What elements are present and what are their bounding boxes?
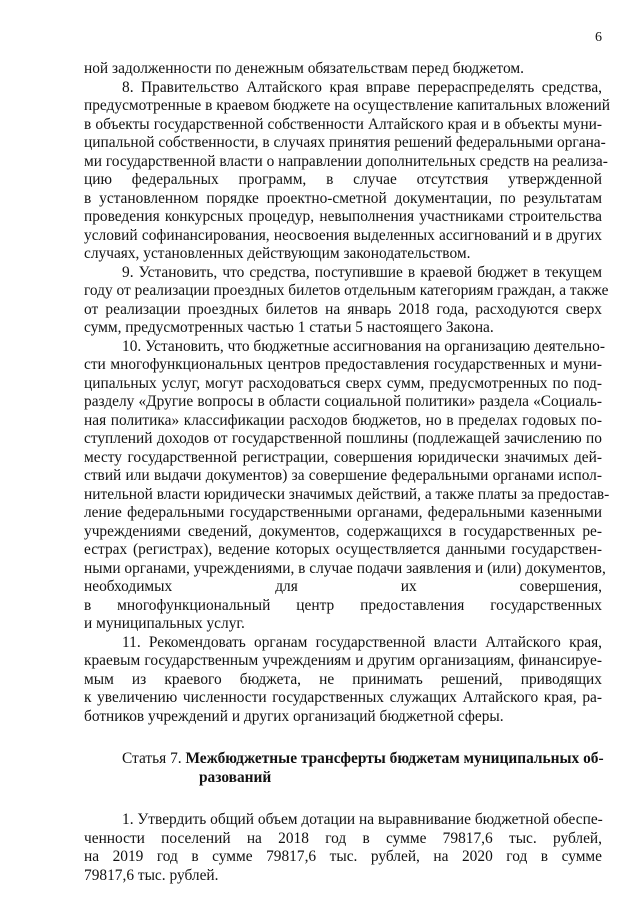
text-line: от реализации проездных билетов на январь 2018 года, расходуются сверх [84, 300, 602, 318]
page-number: 6 [595, 30, 602, 45]
text-line: ципальных услуг, могут расходоваться сверх сумм, предусмотренных по под- [84, 374, 602, 392]
text-line: цию федеральных программ, в случае отсутствия утвержденной [84, 171, 602, 188]
text-line: 9. Установить, что средства, поступившие в краевой бюджет в текущем [122, 263, 602, 281]
text-line: проведения конкурсных процедур, невыполнения участниками строительства [84, 208, 602, 225]
text-line: ступлений доходов от государственной пошлины (подлежащей зачислению по [84, 430, 602, 447]
text-line: ботников учреждений и других организаций бюджетной сферы. [84, 707, 504, 725]
text-line: ная политика» классификации расходов бюджетов, но в пределах годовых по- [84, 411, 602, 429]
text-line: необходимых для их совершения, [84, 578, 602, 595]
paragraph-8 [84, 78, 610, 264]
text-line: сумм, предусмотренных частью 1 статьи 5 настоящего Закона. [84, 319, 494, 336]
document-body [84, 60, 610, 885]
text-line: сти многофункциональных центров предоставления государственных и муни- [84, 356, 602, 373]
text-line: предусмотренные в краевом бюджете на осуществление капитальных вложений [84, 97, 610, 114]
article-number: Статья 7. [122, 750, 182, 767]
text-line: в установленном порядке проектно-сметной документации, по результатам [84, 189, 602, 207]
text-line: 79817,6 тыс. рублей. [84, 866, 219, 884]
text-line: в многофункциональный центр предоставления государственных [84, 596, 602, 614]
article-title: Межбюджетные трансферты бюджетам муниципальных об- [185, 750, 604, 767]
continued-text [84, 60, 602, 79]
paragraph-11 [84, 634, 602, 727]
text-line: ченности поселений на 2018 год в сумме 79817,6 тыс. рублей, [84, 829, 602, 847]
spacer [84, 787, 602, 811]
text-line: и муниципальных услуг. [84, 615, 245, 632]
text-line: ми государственной власти о направлении дополнительных средств на реализа- [84, 152, 608, 170]
article-heading-line [84, 750, 602, 769]
text-line: 10. Установить, что бюджетные ассигнования на организацию деятельно- [122, 337, 605, 355]
text-line: естрах (регистрах), ведение которых осуществляется данными государствен- [84, 541, 602, 558]
article-title-continuation: разований [199, 768, 272, 786]
text-line: ление федеральными государственными органами, федеральными казенными [84, 504, 602, 521]
text-line: ными органами, учреждениями, в случае подачи заявления и (или) документов, [84, 559, 606, 577]
text-line: нительной власти юридически значимых действий, а также платы за предостав- [84, 485, 610, 503]
text-line: на 2019 год в сумме 79817,6 тыс. рублей, на 2020 год в сумме [84, 848, 602, 865]
paragraph-10 [84, 337, 610, 634]
text-line: 11. Рекомендовать органам государственной власти Алтайского края, [122, 633, 602, 651]
text-line: краевым государственным учреждениям и другим организациям, финансируе- [84, 652, 602, 669]
text-line: ципальной собственности, в случаях принятия решений федеральными органа- [84, 134, 606, 151]
text-line: 8. Правительство Алтайского края вправе перераспределять средства, [122, 78, 602, 96]
article-7-heading [84, 750, 602, 787]
text-line: 1. Утвердить общий объем дотации на выравнивание бюджетной обеспе- [122, 811, 603, 828]
spacer [84, 726, 602, 750]
text-line: ной задолженности по денежным обязательствам перед бюджетом. [84, 60, 524, 77]
text-line: случаях, установленных действующим законодательством. [84, 245, 471, 262]
text-line: разделу «Другие вопросы в области социальной политики» раздела «Социаль- [84, 393, 602, 410]
text-line: условий софинансирования, неосвоения выделенных ассигнований и в других [84, 226, 602, 244]
text-line: в объекты государственной собственности Алтайского края и в объекты муни- [84, 115, 602, 133]
text-line: году от реализации проездных билетов отдельным категориям граждан, а также [84, 282, 609, 299]
text-line: месту государственной регистрации, совершения юридически значимых дей- [84, 448, 602, 466]
text-line: мым из краевого бюджета, не принимать решений, приводящих [84, 670, 602, 688]
text-line: учреждениями сведений, документов, содержащихся в государственных ре- [84, 522, 602, 540]
paragraph-9 [84, 263, 609, 338]
article-7-paragraph-1 [84, 811, 602, 885]
text-line: к увеличению численности государственных служащих Алтайского края, ра- [84, 689, 602, 706]
text-line: ствий или выдачи документов) за совершение федеральными органами испол- [84, 467, 602, 484]
